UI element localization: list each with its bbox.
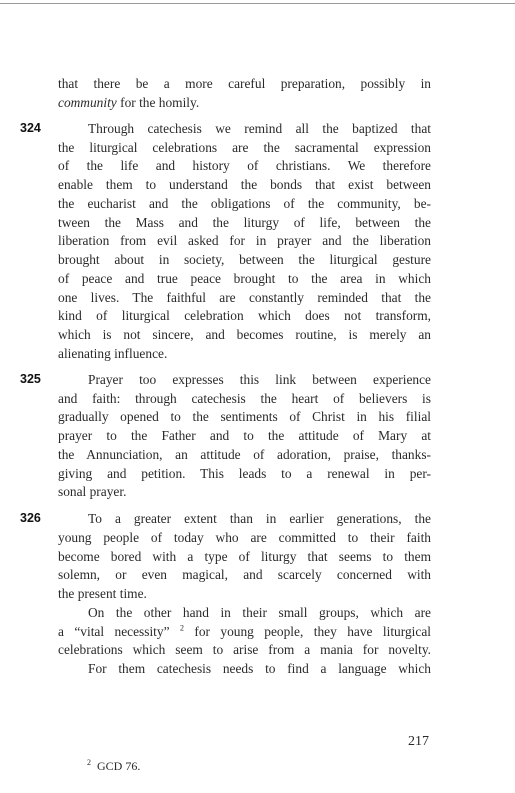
text-fragment: for the homily. [116,95,200,110]
text-line: and faith: through catechesis the heart of believers is [58,391,431,406]
footnote-mark: 2 [87,758,91,767]
text-line: that there be a more careful preparation, possibly in [58,76,431,91]
paragraph-number-326: 326 [20,511,41,525]
page-number: 217 [408,734,429,749]
text-line: alienating influence. [58,346,168,361]
text-line [58,622,431,641]
text-fragment: a “vital necessity” [58,624,180,639]
footnote-text: GCD 76. [97,759,141,773]
text-line: of the life and history of christians. We therefore [58,158,431,173]
text-line: giving and petition. This leads to a renewal in per- [58,466,431,481]
text-line: of peace and true peace brought to the area in which [58,271,431,286]
text-line: the eucharist and the obligations of the community, be- [58,196,431,211]
text-line: prayer to the Father and to the attitude of Mary at [58,428,431,443]
text-line: one lives. The faithful are constantly reminded that the [58,290,431,305]
text-line: To a greater extent than in earlier generations, the [88,511,431,526]
text-line: liberation from evil asked for in prayer and the liberation [58,233,431,248]
text-line: Through catechesis we remind all the baptized that [88,121,431,136]
emphasis-word: community [58,95,117,110]
text-line: the Annunciation, an attitude of adoration, praise, thanks- [58,447,431,462]
footnote-reference: 2 [179,623,184,633]
page-top-border [0,3,515,4]
text-line [58,93,431,112]
text-line: brought about in society, between the liturgical gesture [58,252,431,267]
text-line: On the other hand in their small groups, which are [88,605,431,620]
text-line: Prayer too expresses this link between experience [88,372,431,387]
paragraph-number-324: 324 [20,121,41,135]
text-line: For them catechesis needs to find a language which [88,661,431,676]
text-line: celebrations which seem to arise from a mania for novelty. [58,642,431,657]
text-line: solemn, or even magical, and scarcely concerned with [58,567,431,582]
paragraph-number-325: 325 [20,372,41,386]
text-line: young people of today who are committed to their faith [58,530,431,545]
text-line: enable them to understand the bonds that exist between [58,177,431,192]
text-fragment: for young people, they have liturgical [183,624,431,639]
text-line: the present time. [58,586,147,601]
footnote [87,758,140,774]
text-line: sonal prayer. [58,484,127,499]
text-line: become bored with a type of liturgy that seems to them [58,549,431,564]
text-line: which is not sincere, and becomes routine, is merely an [58,327,431,342]
text-line: the liturgical celebrations are the sacramental expression [58,140,431,155]
text-line: gradually opened to the sentiments of Christ in his filial [58,409,431,424]
text-line: kind of liturgical celebration which does not transform, [58,308,431,323]
text-line: tween the Mass and the liturgy of life, between the [58,215,431,230]
